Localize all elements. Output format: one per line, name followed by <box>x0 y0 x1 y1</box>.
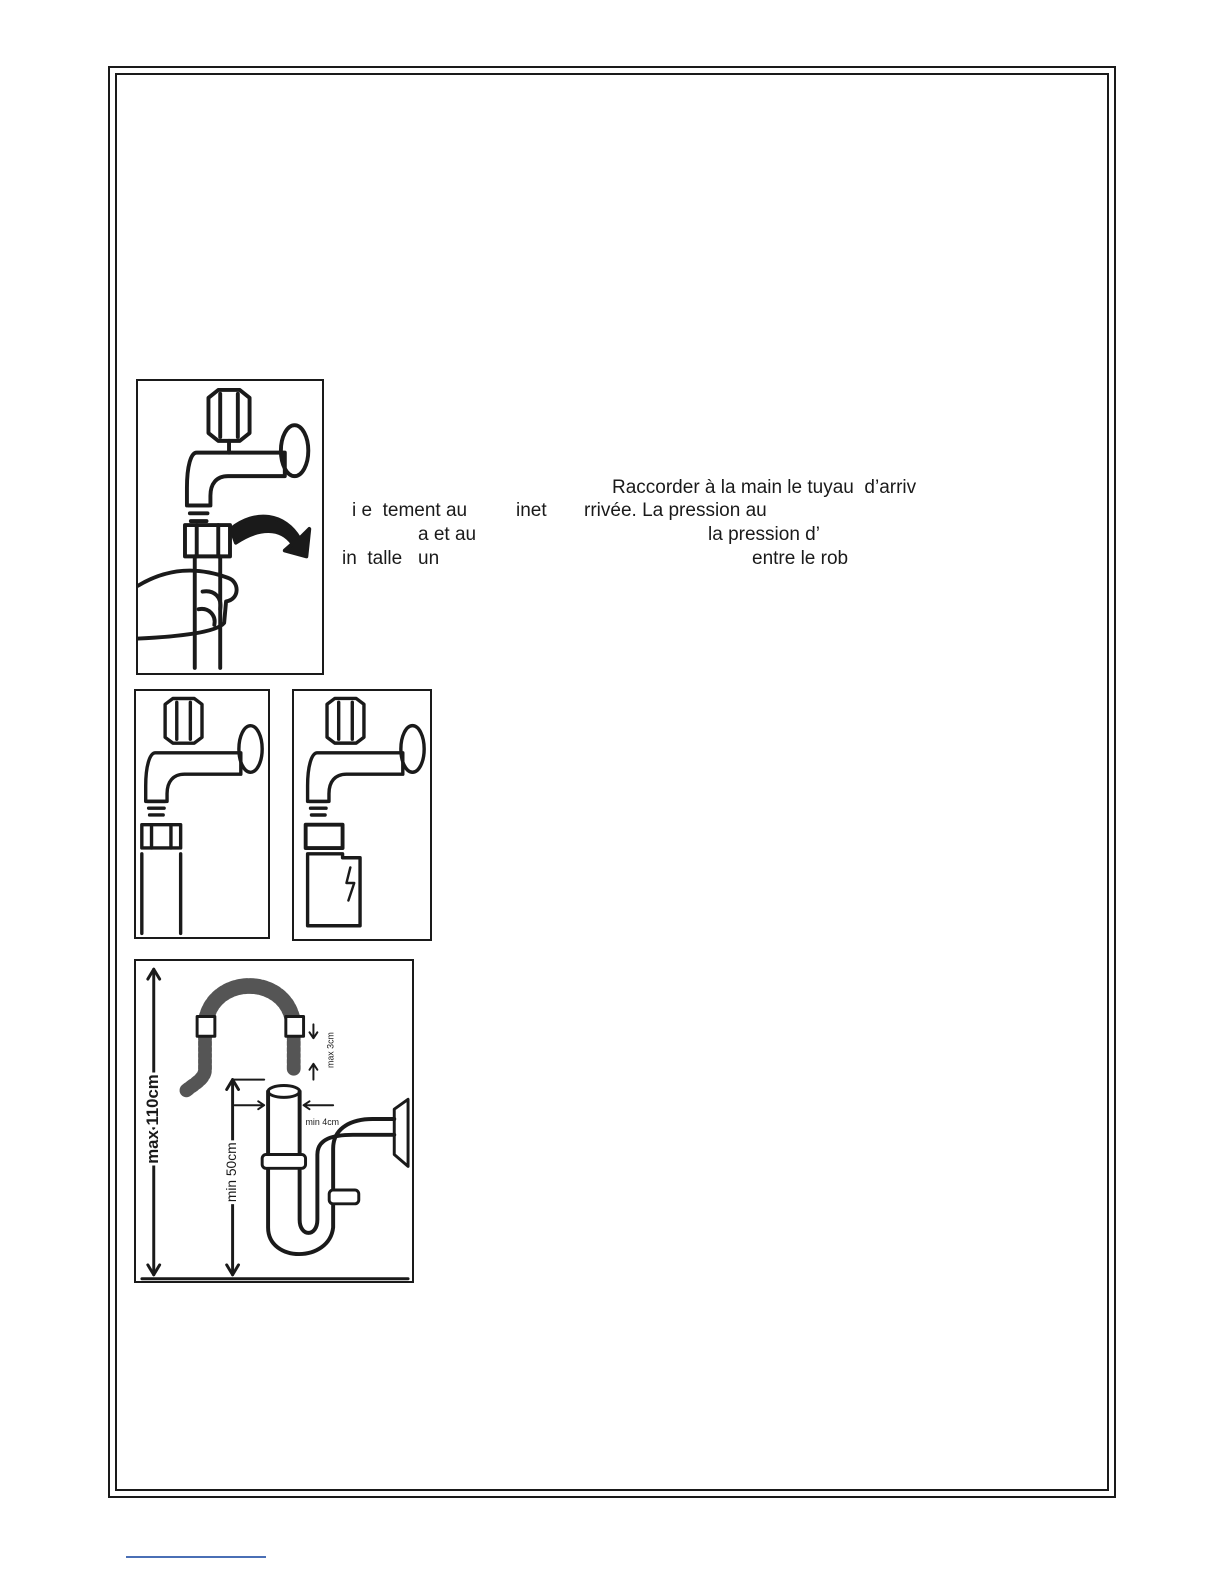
text-line-2-c: rrivée. La pression au <box>584 500 767 521</box>
tap-with-aquastop-icon <box>292 689 432 941</box>
text-line-3-b: la pression d’ <box>708 524 820 545</box>
footer-rule <box>126 1556 266 1558</box>
tap-hose-illustration <box>136 691 268 937</box>
text-line-2-b: inet <box>516 500 547 521</box>
hand-tightening-hose-icon <box>136 379 324 675</box>
text-line-1: Raccorder à la main le tuyau d’arriv <box>612 477 917 498</box>
tap-with-hose-icon <box>134 689 270 939</box>
min-height-label: min 50cm <box>224 1142 240 1203</box>
gap-label: max 3cm <box>325 1032 336 1068</box>
max-height-label: max 110cm <box>143 1074 163 1164</box>
text-line-4-a: in talle un <box>342 548 440 569</box>
drain-illustration <box>136 961 412 1281</box>
drain-pipe-siphon-icon <box>134 959 414 1283</box>
insert-label: min 4cm <box>305 1116 340 1127</box>
text-line-4-b: entre le rob <box>752 548 849 569</box>
tap-safety-illustration <box>294 691 430 939</box>
text-line-2-a: i e tement au <box>352 500 468 521</box>
text-line-3-a: a et au <box>418 524 477 545</box>
tap-connect-illustration <box>138 381 322 673</box>
